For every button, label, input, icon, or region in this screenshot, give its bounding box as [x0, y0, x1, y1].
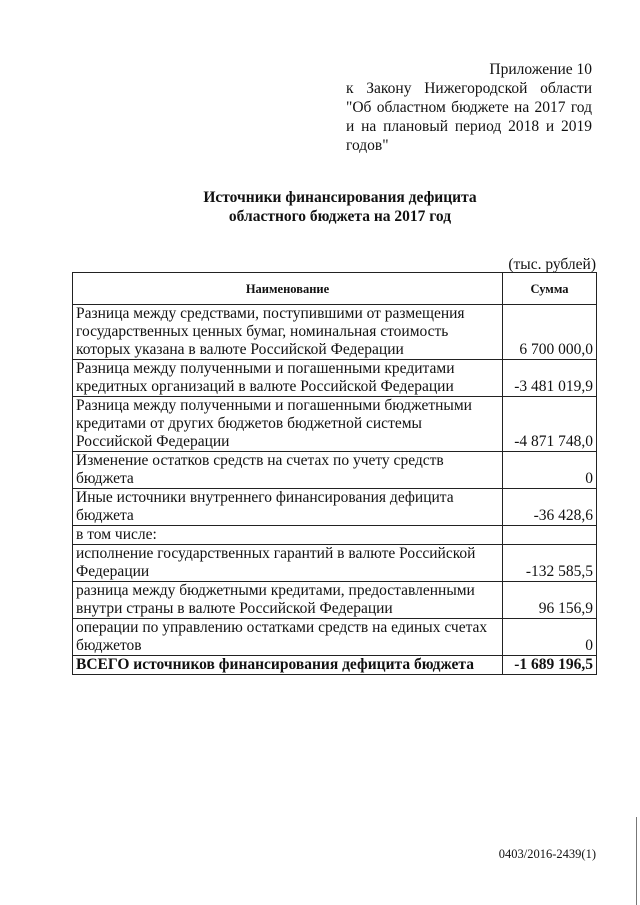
row-name: Изменение остатков средств на счетах по учету средств бюджета	[73, 452, 503, 489]
appendix-law-title-line1: "Об областном бюджете на 2017 год	[346, 99, 592, 116]
total-amount: -1 689 196,5	[503, 656, 597, 675]
row-amount: 6 700 000,0	[503, 305, 597, 360]
table-row	[73, 619, 597, 656]
appendix-law-line: к Закону Нижегородской области	[346, 80, 592, 97]
document-number: 0403/2016-2439(1)	[498, 847, 596, 861]
row-name: Разница между полученными и погашенными кредитами кредитных организаций в валюте Российской Федерации	[73, 360, 503, 397]
table-row	[73, 397, 597, 452]
table-total-row	[73, 656, 597, 675]
row-amount: -132 585,5	[503, 545, 597, 582]
row-name: Разница между средствами, поступившими от размещения государственных ценных бумаг, номинальная стоимость которых указана в валюте Российской Федерации	[73, 305, 503, 360]
table-row	[73, 360, 597, 397]
table-header-row	[73, 273, 597, 305]
header-amount: Сумма	[503, 273, 597, 305]
appendix-number: Приложение 10	[489, 61, 592, 78]
row-amount: 96 156,9	[503, 582, 597, 619]
row-name: операции по управлению остатками средств на единых счетах бюджетов	[73, 619, 503, 656]
units-label: (тыс. рублей)	[508, 256, 596, 273]
table-row	[73, 489, 597, 526]
appendix-law-title-line3: годов"	[346, 137, 389, 154]
title-line-1: Источники финансирования дефицита	[203, 189, 477, 206]
row-amount: 0	[503, 452, 597, 489]
row-name: исполнение государственных гарантий в валюте Российской Федерации	[73, 545, 503, 582]
row-name: в том числе:	[73, 526, 503, 545]
scan-edge-line	[636, 817, 637, 905]
table-row	[73, 452, 597, 489]
row-name: разница между бюджетными кредитами, предоставленными внутри страны в валюте Российской Федерации	[73, 582, 503, 619]
appendix-header	[346, 60, 592, 155]
financing-sources-table	[72, 272, 597, 675]
row-amount: 0	[503, 619, 597, 656]
header-name: Наименование	[73, 273, 503, 305]
table-row	[73, 526, 597, 545]
title-line-2: областного бюджета на 2017 год	[228, 208, 452, 225]
table-row	[73, 582, 597, 619]
document-title	[0, 188, 640, 226]
total-name: ВСЕГО источников финансирования дефицита бюджета	[73, 656, 503, 675]
row-name: Иные источники внутреннего финансирования дефицита бюджета	[73, 489, 503, 526]
row-name: Разница между полученными и погашенными бюджетными кредитами от других бюджетов бюджетной системы Российской Федерации	[73, 397, 503, 452]
row-amount: -3 481 019,9	[503, 360, 597, 397]
row-amount: -36 428,6	[503, 489, 597, 526]
row-amount: -4 871 748,0	[503, 397, 597, 452]
table-row	[73, 545, 597, 582]
appendix-law-title-line2: и на плановый период 2018 и 2019	[346, 118, 592, 135]
table-row	[73, 305, 597, 360]
row-amount	[503, 526, 597, 545]
